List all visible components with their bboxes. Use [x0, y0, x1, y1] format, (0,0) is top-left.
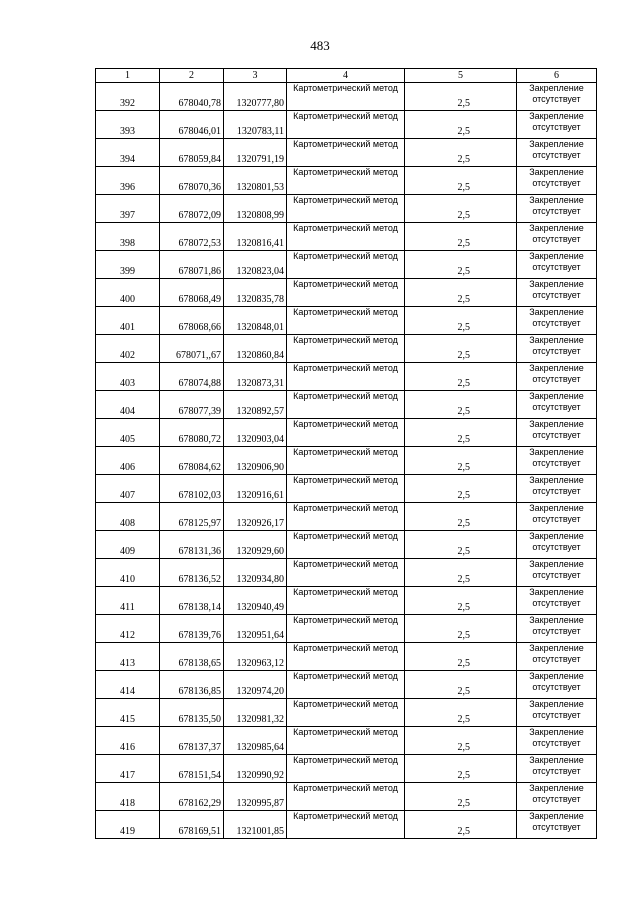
column-header-6: 6 — [517, 69, 597, 83]
accuracy-cell: 2,5 — [405, 587, 517, 615]
fixing-cell: Закрепление отсутствует — [517, 223, 597, 251]
y-coordinate-cell: 1320974,20 — [224, 671, 287, 699]
x-coordinate-cell: 678072,53 — [160, 223, 224, 251]
x-coordinate-cell: 678077,39 — [160, 391, 224, 419]
y-coordinate-cell: 1320995,87 — [224, 783, 287, 811]
point-number-cell: 402 — [96, 335, 160, 363]
y-coordinate-cell: 1320860,84 — [224, 335, 287, 363]
point-number-cell: 393 — [96, 111, 160, 139]
y-coordinate-cell: 1320929,60 — [224, 531, 287, 559]
y-coordinate-cell: 1320816,41 — [224, 223, 287, 251]
point-number-cell: 417 — [96, 755, 160, 783]
y-coordinate-cell: 1320903,04 — [224, 419, 287, 447]
fixing-cell: Закрепление отсутствует — [517, 363, 597, 391]
fixing-cell: Закрепление отсутствует — [517, 727, 597, 755]
x-coordinate-cell: 678072,09 — [160, 195, 224, 223]
accuracy-cell: 2,5 — [405, 335, 517, 363]
point-number-cell: 400 — [96, 279, 160, 307]
method-cell: Картометрический метод — [287, 363, 405, 391]
point-number-cell: 408 — [96, 503, 160, 531]
method-cell: Картометрический метод — [287, 643, 405, 671]
x-coordinate-cell: 678068,49 — [160, 279, 224, 307]
page-number: 483 — [310, 38, 330, 53]
fixing-cell: Закрепление отсутствует — [517, 167, 597, 195]
x-coordinate-cell: 678084,62 — [160, 447, 224, 475]
point-number-cell: 398 — [96, 223, 160, 251]
y-coordinate-cell: 1320934,80 — [224, 559, 287, 587]
method-cell: Картометрический метод — [287, 783, 405, 811]
fixing-cell: Закрепление отсутствует — [517, 559, 597, 587]
fixing-cell: Закрепление отсутствует — [517, 307, 597, 335]
method-cell: Картометрический метод — [287, 671, 405, 699]
accuracy-cell: 2,5 — [405, 503, 517, 531]
method-cell: Картометрический метод — [287, 587, 405, 615]
method-cell: Картометрический метод — [287, 503, 405, 531]
point-number-cell: 413 — [96, 643, 160, 671]
point-number-cell: 412 — [96, 615, 160, 643]
y-coordinate-cell: 1320985,64 — [224, 727, 287, 755]
table-row — [96, 615, 597, 643]
point-number-cell: 415 — [96, 699, 160, 727]
x-coordinate-cell: 678136,52 — [160, 559, 224, 587]
y-coordinate-cell: 1320990,92 — [224, 755, 287, 783]
point-number-cell: 411 — [96, 587, 160, 615]
fixing-cell: Закрепление отсутствует — [517, 671, 597, 699]
x-coordinate-cell: 678071,,67 — [160, 335, 224, 363]
fixing-cell: Закрепление отсутствует — [517, 783, 597, 811]
x-coordinate-cell: 678102,03 — [160, 475, 224, 503]
table-row — [96, 335, 597, 363]
x-coordinate-cell: 678131,36 — [160, 531, 224, 559]
x-coordinate-cell: 678169,51 — [160, 811, 224, 839]
method-cell: Картометрический метод — [287, 195, 405, 223]
table-row — [96, 531, 597, 559]
accuracy-cell: 2,5 — [405, 195, 517, 223]
point-number-cell: 396 — [96, 167, 160, 195]
x-coordinate-cell: 678080,72 — [160, 419, 224, 447]
x-coordinate-cell: 678059,84 — [160, 139, 224, 167]
accuracy-cell: 2,5 — [405, 531, 517, 559]
accuracy-cell: 2,5 — [405, 475, 517, 503]
y-coordinate-cell: 1321001,85 — [224, 811, 287, 839]
table-row — [96, 811, 597, 839]
method-cell: Картометрический метод — [287, 699, 405, 727]
accuracy-cell: 2,5 — [405, 811, 517, 839]
table-row — [96, 307, 597, 335]
y-coordinate-cell: 1320835,78 — [224, 279, 287, 307]
table-row — [96, 195, 597, 223]
method-cell: Картометрический метод — [287, 559, 405, 587]
y-coordinate-cell: 1320892,57 — [224, 391, 287, 419]
accuracy-cell: 2,5 — [405, 111, 517, 139]
x-coordinate-cell: 678137,37 — [160, 727, 224, 755]
y-coordinate-cell: 1320801,53 — [224, 167, 287, 195]
accuracy-cell: 2,5 — [405, 167, 517, 195]
table-row — [96, 111, 597, 139]
fixing-cell: Закрепление отсутствует — [517, 195, 597, 223]
accuracy-cell: 2,5 — [405, 279, 517, 307]
method-cell: Картометрический метод — [287, 447, 405, 475]
table-row — [96, 727, 597, 755]
fixing-cell: Закрепление отсутствует — [517, 475, 597, 503]
x-coordinate-cell: 678136,85 — [160, 671, 224, 699]
method-cell: Картометрический метод — [287, 391, 405, 419]
fixing-cell: Закрепление отсутствует — [517, 531, 597, 559]
fixing-cell: Закрепление отсутствует — [517, 251, 597, 279]
x-coordinate-cell: 678068,66 — [160, 307, 224, 335]
y-coordinate-cell: 1320926,17 — [224, 503, 287, 531]
fixing-cell: Закрепление отсутствует — [517, 755, 597, 783]
fixing-cell: Закрепление отсутствует — [517, 139, 597, 167]
table-row — [96, 643, 597, 671]
table-row — [96, 447, 597, 475]
point-number-cell: 416 — [96, 727, 160, 755]
x-coordinate-cell: 678071,86 — [160, 251, 224, 279]
y-coordinate-cell: 1320906,90 — [224, 447, 287, 475]
column-header-4: 4 — [287, 69, 405, 83]
x-coordinate-cell: 678125,97 — [160, 503, 224, 531]
y-coordinate-cell: 1320791,19 — [224, 139, 287, 167]
point-number-cell: 401 — [96, 307, 160, 335]
accuracy-cell: 2,5 — [405, 251, 517, 279]
accuracy-cell: 2,5 — [405, 643, 517, 671]
column-header-2: 2 — [160, 69, 224, 83]
accuracy-cell: 2,5 — [405, 419, 517, 447]
x-coordinate-cell: 678046,01 — [160, 111, 224, 139]
method-cell: Картометрический метод — [287, 727, 405, 755]
method-cell: Картометрический метод — [287, 83, 405, 111]
fixing-cell: Закрепление отсутствует — [517, 615, 597, 643]
table-row — [96, 783, 597, 811]
table-row — [96, 699, 597, 727]
x-coordinate-cell: 678138,14 — [160, 587, 224, 615]
point-number-cell: 392 — [96, 83, 160, 111]
method-cell: Картометрический метод — [287, 111, 405, 139]
accuracy-cell: 2,5 — [405, 783, 517, 811]
table-row — [96, 279, 597, 307]
y-coordinate-cell: 1320916,61 — [224, 475, 287, 503]
table-body — [96, 83, 597, 839]
point-number-cell: 409 — [96, 531, 160, 559]
method-cell: Картометрический метод — [287, 531, 405, 559]
point-number-cell: 404 — [96, 391, 160, 419]
x-coordinate-cell: 678138,65 — [160, 643, 224, 671]
accuracy-cell: 2,5 — [405, 391, 517, 419]
method-cell: Картометрический метод — [287, 419, 405, 447]
fixing-cell: Закрепление отсутствует — [517, 83, 597, 111]
accuracy-cell: 2,5 — [405, 363, 517, 391]
table-row — [96, 559, 597, 587]
method-cell: Картометрический метод — [287, 475, 405, 503]
column-header-3: 3 — [224, 69, 287, 83]
method-cell: Картометрический метод — [287, 279, 405, 307]
fixing-cell: Закрепление отсутствует — [517, 447, 597, 475]
point-number-cell: 414 — [96, 671, 160, 699]
fixing-cell: Закрепление отсутствует — [517, 419, 597, 447]
fixing-cell: Закрепление отсутствует — [517, 643, 597, 671]
y-coordinate-cell: 1320951,64 — [224, 615, 287, 643]
y-coordinate-cell: 1320873,31 — [224, 363, 287, 391]
accuracy-cell: 2,5 — [405, 615, 517, 643]
column-header-5: 5 — [405, 69, 517, 83]
point-number-cell: 407 — [96, 475, 160, 503]
accuracy-cell: 2,5 — [405, 559, 517, 587]
accuracy-cell: 2,5 — [405, 307, 517, 335]
point-number-cell: 397 — [96, 195, 160, 223]
fixing-cell: Закрепление отсутствует — [517, 587, 597, 615]
method-cell: Картометрический метод — [287, 223, 405, 251]
table-row — [96, 671, 597, 699]
fixing-cell: Закрепление отсутствует — [517, 335, 597, 363]
method-cell: Картометрический метод — [287, 307, 405, 335]
table-row — [96, 503, 597, 531]
x-coordinate-cell: 678070,36 — [160, 167, 224, 195]
fixing-cell: Закрепление отсутствует — [517, 699, 597, 727]
y-coordinate-cell: 1320823,04 — [224, 251, 287, 279]
method-cell: Картометрический метод — [287, 615, 405, 643]
point-number-cell: 406 — [96, 447, 160, 475]
accuracy-cell: 2,5 — [405, 699, 517, 727]
method-cell: Картометрический метод — [287, 755, 405, 783]
accuracy-cell: 2,5 — [405, 727, 517, 755]
point-number-cell: 405 — [96, 419, 160, 447]
y-coordinate-cell: 1320783,11 — [224, 111, 287, 139]
table-row — [96, 391, 597, 419]
y-coordinate-cell: 1320848,01 — [224, 307, 287, 335]
table-row — [96, 363, 597, 391]
fixing-cell: Закрепление отсутствует — [517, 111, 597, 139]
table-row — [96, 587, 597, 615]
x-coordinate-cell: 678074,88 — [160, 363, 224, 391]
accuracy-cell: 2,5 — [405, 83, 517, 111]
point-number-cell: 399 — [96, 251, 160, 279]
fixing-cell: Закрепление отсутствует — [517, 503, 597, 531]
point-number-cell: 418 — [96, 783, 160, 811]
y-coordinate-cell: 1320777,80 — [224, 83, 287, 111]
header-row — [96, 69, 597, 83]
table-header — [96, 69, 597, 83]
table-row — [96, 167, 597, 195]
table-row — [96, 251, 597, 279]
table-row — [96, 223, 597, 251]
coordinates-table — [95, 68, 597, 839]
method-cell: Картометрический метод — [287, 251, 405, 279]
method-cell: Картометрический метод — [287, 167, 405, 195]
x-coordinate-cell: 678151,54 — [160, 755, 224, 783]
x-coordinate-cell: 678040,78 — [160, 83, 224, 111]
point-number-cell: 394 — [96, 139, 160, 167]
accuracy-cell: 2,5 — [405, 671, 517, 699]
method-cell: Картометрический метод — [287, 811, 405, 839]
point-number-cell: 410 — [96, 559, 160, 587]
y-coordinate-cell: 1320981,32 — [224, 699, 287, 727]
table-row — [96, 755, 597, 783]
fixing-cell: Закрепление отсутствует — [517, 391, 597, 419]
table-row — [96, 139, 597, 167]
fixing-cell: Закрепление отсутствует — [517, 811, 597, 839]
y-coordinate-cell: 1320963,12 — [224, 643, 287, 671]
table-row — [96, 475, 597, 503]
y-coordinate-cell: 1320940,49 — [224, 587, 287, 615]
accuracy-cell: 2,5 — [405, 223, 517, 251]
x-coordinate-cell: 678139,76 — [160, 615, 224, 643]
method-cell: Картометрический метод — [287, 139, 405, 167]
accuracy-cell: 2,5 — [405, 755, 517, 783]
column-header-1: 1 — [96, 69, 160, 83]
accuracy-cell: 2,5 — [405, 447, 517, 475]
point-number-cell: 403 — [96, 363, 160, 391]
fixing-cell: Закрепление отсутствует — [517, 279, 597, 307]
x-coordinate-cell: 678135,50 — [160, 699, 224, 727]
y-coordinate-cell: 1320808,99 — [224, 195, 287, 223]
table-row — [96, 419, 597, 447]
x-coordinate-cell: 678162,29 — [160, 783, 224, 811]
accuracy-cell: 2,5 — [405, 139, 517, 167]
table-row — [96, 83, 597, 111]
method-cell: Картометрический метод — [287, 335, 405, 363]
point-number-cell: 419 — [96, 811, 160, 839]
